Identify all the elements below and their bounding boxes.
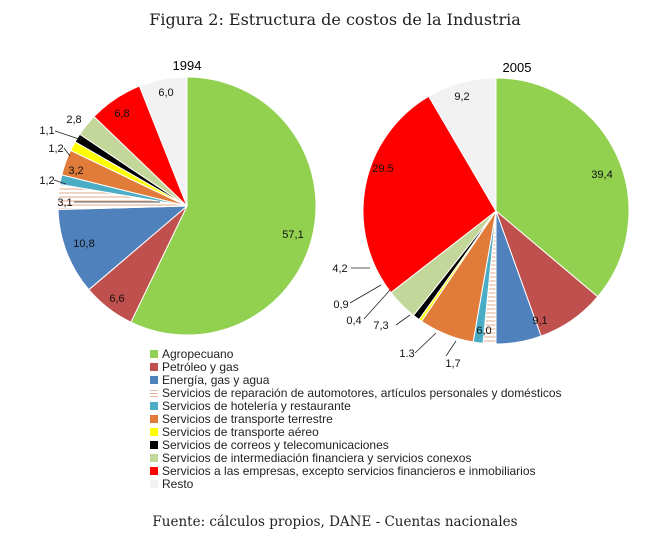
pie-1994-leader-7 [55, 131, 82, 140]
legend-swatch [150, 454, 158, 462]
legend-item [150, 451, 562, 464]
legend-label: Petróleo y gas [162, 359, 239, 374]
pie-2005-label-9: 29.5 [372, 163, 394, 175]
pie-1994-label-9: 6,8 [114, 108, 130, 120]
legend-label: Servicios de reparación de automotores, artículos personales y domésticos [162, 385, 562, 400]
legend-swatch [150, 376, 158, 384]
pie-2005 [332, 78, 629, 370]
pie-1994-label-0: 57,1 [282, 229, 304, 241]
pie-2005-label-4: 1.3 [399, 348, 415, 360]
pie-2005-label-8: 4,2 [332, 263, 348, 275]
legend-label: Servicios a las empresas, excepto servicios financieros e inmobiliarios [162, 463, 536, 478]
pie-2005-label-7: 0,9 [333, 299, 349, 311]
pie-2005-label-0: 39,4 [591, 169, 613, 181]
legend-swatch [150, 428, 158, 436]
pie-2005-label-2: 6,0 [476, 325, 492, 337]
legend-label: Energía, gas y agua [162, 372, 270, 387]
legend-swatch [150, 480, 158, 488]
legend-swatch [150, 415, 158, 423]
legend-swatch [150, 350, 158, 358]
pie-1994-label-3: 3,1 [57, 197, 73, 209]
legend-label: Servicios de transporte aéreo [162, 424, 319, 439]
legend-label: Servicios de correos y telecomunicaciones [162, 437, 389, 452]
legend-swatch [150, 441, 158, 449]
legend-label: Resto [162, 476, 194, 491]
pie-2005-label-1: 9,1 [532, 315, 548, 327]
legend-item [150, 399, 562, 412]
legend-swatch [150, 467, 158, 475]
legend-item [150, 386, 562, 399]
legend-label: Servicios de transporte terrestre [162, 411, 333, 426]
pie-2005-label-5: 7,3 [373, 320, 389, 332]
legend-item [150, 347, 562, 360]
legend-label: Servicios de intermediación financiera y servicios conexos [162, 450, 472, 465]
pie-2005-label-6: 0,4 [346, 315, 362, 327]
source-note: Fuente: cálculos propios, DANE - Cuentas nacionales [152, 514, 518, 530]
legend-swatch [150, 389, 158, 397]
pie-2005-label-10: 9,2 [454, 91, 470, 103]
pie-2005-title: 2005 [502, 60, 532, 75]
legend-swatch [150, 402, 158, 410]
legend-label: Agropecuano [162, 346, 234, 361]
pie-2005-leader-6 [364, 290, 390, 319]
legend-item [150, 360, 562, 373]
pie-2005-label-3: 1,7 [445, 358, 461, 370]
legend-item [150, 438, 562, 451]
pie-1994-label-10: 6,0 [158, 87, 174, 99]
pie-1994-title: 1994 [172, 58, 202, 73]
pie-1994-label-8: 2,8 [66, 114, 82, 126]
pie-2005-leader-7 [350, 285, 381, 303]
pie-1994-label-7: 1,1 [39, 125, 55, 137]
pie-1994-label-2: 10,8 [73, 238, 95, 250]
legend-item [150, 412, 562, 425]
pie-1994-label-4: 1,2 [39, 175, 55, 187]
legend-item [150, 373, 562, 386]
legend-label: Servicios de hotelería y restaurante [162, 398, 351, 413]
legend-item [150, 477, 562, 490]
legend-item [150, 464, 562, 477]
figure-title: Figura 2: Estructura de costos de la Industria [149, 10, 521, 29]
pie-1994 [39, 77, 316, 335]
legend-item [150, 425, 562, 438]
pie-1994-label-5: 3,2 [68, 165, 84, 177]
pie-1994-label-6: 1,2 [48, 143, 64, 155]
pie-2005-leader-5 [396, 315, 410, 325]
legend-swatch [150, 363, 158, 371]
pie-1994-label-1: 6,6 [109, 293, 125, 305]
legend [150, 347, 562, 490]
pie-1994-leader-6 [64, 148, 70, 156]
